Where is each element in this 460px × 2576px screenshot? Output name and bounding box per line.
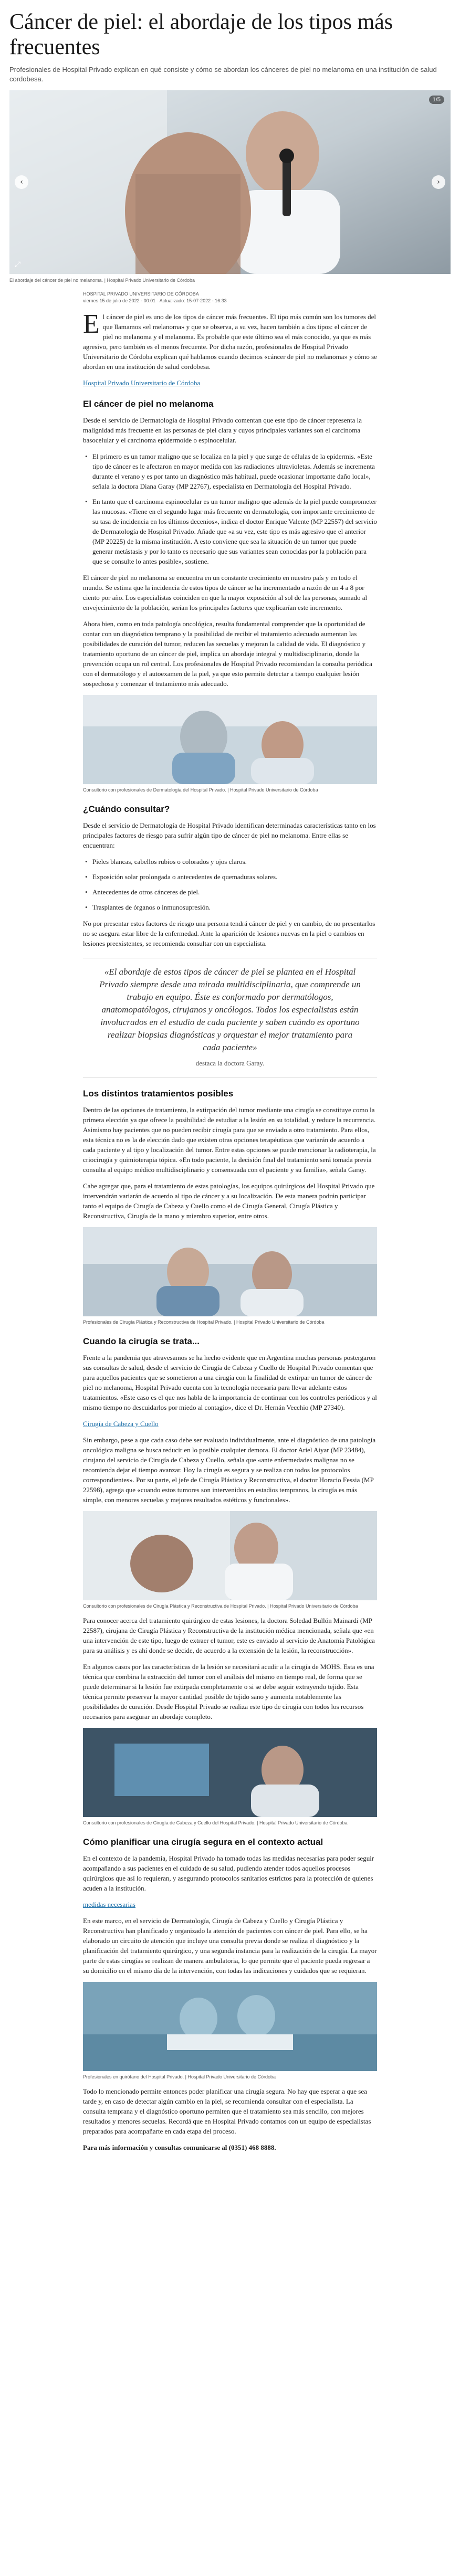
figure-caption: Profesionales en quirófano del Hospital Privado. | Hospital Privado Universitario de Córdoba bbox=[83, 2074, 276, 2079]
paragraph: Frente a la pandemia que atravesamos se ha hecho evidente que en Argentina muchas personas postergaron sus consultas de salud, desde el servicio de Cirugía de Cabeza y Cuello de Hospital Privado comentan que para aquellos pacientes que se sometieron a una cirugía con la finalidad de extirpar un tumor de cáncer de piel no melanoma, Hospital Privado cuenta con la tecnología necesaria para llevar adelante estos tratamientos. «Este caso es el que nos habla de la importancia de continuar con los controles periódicos y al mismo tiempo no descuidarlos por miedo al contagio», dice el Dr. Hernán Vecchio (MP 27340). bbox=[83, 1354, 377, 1411]
paragraph: Ahora bien, como en toda patología oncológica, resulta fundamental comprender que la oportunidad de contar con un diagnóstico temprano y la posibilidad de recibir el tratamiento adecuado aumentan las posibilidades de curación del tumor, reducen las secuelas y mejoran la calidad de vida. El diagnóstico y tratamiento oportuno de un cáncer de piel, implica un abordaje integral y multidisciplinario, donde la prevención ocupa un rol central. Los profesionales de Hospital Privado recomiendan la consulta periódica con el dermatólogo y el autoexamen de la piel, ya que esto permite detectar a tiempo cualquier lesión sospechosa y comenzar el tratamiento más adecuado. bbox=[83, 620, 372, 688]
figure-caption: Consultorio con profesionales de Dermatología del Hospital Privado. | Hospital Privado Universitario de Córdoba bbox=[83, 787, 318, 793]
dermatology-photo bbox=[83, 695, 377, 784]
paragraph: Cabe agregar que, para el tratamiento de estas patologías, los equipos quirúrgicos del Hospital Privado que intervendrán variarán de acuerdo al tipo de cáncer y a su localización. De esta manera podrán participar tanto el equipo de Cirugía de Cabeza y Cuello como el de Cirugía General, Cirugía Plástica y Reconstructiva, Cirugía de la mano y miembro superior, entre otros. bbox=[83, 1182, 375, 1220]
figure-consultation bbox=[83, 1511, 377, 1609]
hero-carousel[interactable] bbox=[9, 90, 451, 274]
hospital-link[interactable]: Hospital Privado Universitario de Córdoba bbox=[83, 379, 201, 387]
figure-caption: Consultorio con profesionales de Cirugía de Cabeza y Cuello del Hospital Privado. | Hospital Privado Universitario de Córdoba bbox=[83, 1820, 348, 1825]
quote-author: destaca la doctora Garay. bbox=[195, 1059, 265, 1067]
byline-source: HOSPITAL PRIVADO UNIVERSITARIO DE CÓRDOBA bbox=[83, 291, 199, 297]
figure-head-neck bbox=[83, 1728, 377, 1826]
list-item: • Pieles blancas, cabellos rubios o colorados y ojos claros. bbox=[83, 857, 377, 867]
contact-paragraph: Para más información y consultas comunicarse al (0351) 468 8888. bbox=[83, 2144, 276, 2151]
list-item: • Trasplantes de órganos o inmunosupresión. bbox=[83, 902, 377, 912]
paragraph: No por presentar estos factores de riesgo una persona tendrá cáncer de piel y en cambio, de no presentarlos no se asegura estar libre de la enfermedad. Ante la aparición de lesiones nuevas en la piel o cambios en lesiones preexistentes, se recomienda consultar con un especialista. bbox=[83, 920, 375, 947]
carcinoma-list bbox=[83, 451, 377, 566]
byline-date: viernes 15 de julio de 2022 - 00:01 · Actualizado: 15-07-2022 - 16:33 bbox=[83, 298, 227, 303]
operating-room-photo bbox=[83, 1982, 377, 2071]
list-item: • El primero es un tumor maligno que se localiza en la piel y que surge de células de la epidermis. «Este tipo de cáncer es le afectaron en mayor medida con las radiaciones ultravioletas. Además se incrementa durante el verano y es por tanto un diagnóstico más habitual, puede ocasionar importante daño local», señala la doctora Diana Garay (MP 22767), especialista en Dermatología del Hospital Privado. bbox=[83, 451, 377, 491]
paragraph: Todo lo mencionado permite entonces poder planificar una cirugía segura. No hay que esperar a que sea tarde y, en caso de detectar algún cambio en la piel, se recomienda consultar con el especialista. La consulta temprana y el diagnóstico oportuno permiten que el tratamiento sea más sencillo, con mejores resultados y menores secuelas. Recordá que en Hospital Privado contamos con un equipo de especialistas preparados para acompañarte en cada etapa del proceso. bbox=[83, 2087, 371, 2135]
head-neck-surgery-link[interactable]: Cirugía de Cabeza y Cuello bbox=[83, 1420, 159, 1428]
figure-operating-room bbox=[83, 1982, 377, 2080]
head-neck-photo bbox=[83, 1728, 377, 1817]
section-title-when-consult: ¿Cuándo consultar? bbox=[83, 804, 170, 814]
figure-dermatology bbox=[83, 695, 377, 793]
section-title-treatments: Los distintos tratamientos posibles bbox=[83, 1089, 234, 1099]
intro-paragraph: El cáncer de piel es uno de los tipos de cáncer más frecuentes. El tipo más común son los tumores del que llamamos «el melanoma» y que se observa, a su vez, hacen también a dos tipos: el cáncer de piel no melanoma y el melanoma. Es probable que este último sea el más conocido, ya que es más agresivo, pero también es el menos frecuente. Por dicha razón, profesionales de Hospital Privado Universitario de Córdoba explican qué hablamos cuando decimos «cáncer de piel no melanoma» y cómo se abordan en una institución de salud cordobesa. bbox=[83, 309, 377, 371]
figure-caption: Consultorio con profesionales de Cirugía Plástica y Reconstructiva de Hospital Privado. | Hospital Privado Universitario de Córdoba bbox=[83, 1603, 358, 1609]
chevron-right-icon: › bbox=[437, 178, 440, 186]
paragraph: Sin embargo, pese a que cada caso debe ser evaluado individualmente, ante el diagnóstico de una patología oncológica maligna se busca reducir en lo posible cualquier demora. El doctor Ariel Aiyar (MP 23484), cirujano del servicio de Cirugía de Cabeza y Cuello, señala que «ante enfermedades malignas no se recomienda dejar el tiempo avanzar. Hoy la cirugía es segura y se realiza con todos los protocolos correspondientes». Por su parte, el jefe de Cirugía Plástica y Reconstructiva, el doctor Horacio Fessia (MP 22598), agrega que «cuando estos tumores son intervenidos en estadios tempranos, la cirugía es más simple, con menores secuelas y mejores resultados estéticos y funcionales». bbox=[83, 1436, 376, 1504]
paragraph: En este marco, en el servicio de Dermatología, Cirugía de Cabeza y Cuello y Cirugía Plástica y Reconstructiva han planificado y organizado la atención de pacientes con cáncer de piel. Para ello, se ha elaborado un circuito de atención que incluye una consulta previa donde se realiza el diagnóstico y la planificación del tratamiento quirúrgico, y una segunda instancia para la realización de la cirugía. La mayor parte de estas cirugías se realizan de manera ambulatoria, lo que permite que el paciente pueda regresar a su domicilio en el mismo día de la intervención, con todas las indicaciones y cuidados que se requieran. bbox=[83, 1917, 377, 1975]
section-title-planning: Cómo planificar una cirugía segura en el contexto actual bbox=[83, 1837, 323, 1847]
measures-link[interactable]: medidas necesarias bbox=[83, 1901, 135, 1908]
list-item: • Exposición solar prolongada o antecedentes de quemaduras solares. bbox=[83, 872, 377, 882]
paragraph: En algunos casos por las características de la lesión se necesitará acudir a la cirugía de MOHS. Esta es una técnica que combina la extracción del tumor con el análisis del mismo en tiempo real, de forma que se puede determinar si la lesión fue extirpada completamente o si se debe seguir extrayendo tejido. Esta técnica permite preservar la mayor cantidad posible de tejido sano y aumenta notablemente las posibilidades de curación. Desde Hospital Privado se realiza este tipo de cirugía con todos los recursos necesarios para asegurar un abordaje completo. bbox=[83, 1663, 374, 1720]
paragraph: Para conocer acerca del tratamiento quirúrgico de estas lesiones, la doctora Soledad Bullón Mainardi (MP 22587), cirujana de Cirugía Plástica y Reconstructiva de la institución médica mencionada, señala que «en una intervención de este tipo, luego de extraer el tumor, este es enviado al servicio de Anatomía Patológica para su análisis y es ahí donde se decide, de acuerdo a la extensión de la lesión, la reconstrucción». bbox=[83, 1617, 375, 1654]
hero-photo bbox=[9, 90, 451, 274]
byline bbox=[83, 291, 377, 304]
figure-plastic-surgery bbox=[83, 1227, 377, 1325]
next-slide-button[interactable] bbox=[432, 175, 445, 189]
pull-quote: «El abordaje de estos tipos de cáncer de piel se plantea en el Hospital Privado siempre desde una mirada multidisciplinaria, que comprende un trabajo en equipo. Éste es conformado por dermatólogos, anatomopatólogos, cirujanos y oncólogos. Todos los especialistas están involucrados en el estudio de cada paciente y saben cuándo es oportuno realizar biopsias diagnósticas y orquestar el mejor tratamiento para cada paciente» destaca la doctora Garay. bbox=[83, 958, 377, 1078]
plastic-surgery-photo bbox=[83, 1227, 377, 1316]
intro-link-paragraph bbox=[83, 378, 377, 388]
paragraph: Desde el servicio de Dermatología de Hospital Privado comentan que este tipo de cáncer representa la malignidad más frecuente en las personas de piel clara y cuyos principales variantes son el carcinoma basocelular y el carcinoma epidermoide o espinocelular. bbox=[83, 416, 362, 444]
surgery-link-paragraph bbox=[83, 1419, 377, 1429]
section-title-melanoma: El cáncer de piel no melanoma bbox=[83, 399, 214, 409]
chevron-left-icon: ‹ bbox=[20, 178, 23, 186]
list-item: • En tanto que el carcinoma espinocelular es un tumor maligno que además de la piel puede comprometer las mucosas. «Tiene en el segundo lugar más frecuente en dermatología, con importante crecimiento de su tasa de incidencia en los últimos decenios», indica el doctor Enrique Valente (MP 22557) del servicio de Dermatología de Hospital Privado. Añade que «a su vez, este tipo es más agresivo que el anterior (MP 20225) de la misma institución. A esto conviene que sea la situación de un tumor que puede generar metástasis y por lo tanto es necesario que sus variantes sean conocidas por la población para que se consulte lo antes posible», sostiene. bbox=[83, 497, 377, 566]
article-title: Cáncer de piel: el abordaje de los tipos más frecuentes bbox=[9, 10, 393, 59]
list-item: • Antecedentes de otros cánceres de piel. bbox=[83, 887, 377, 897]
article-subtitle: Profesionales de Hospital Privado explican en qué consiste y cómo se abordan los cánceres de piel no melanoma en una institución de salud cordobesa. bbox=[9, 66, 437, 83]
risk-factor-list bbox=[83, 857, 377, 912]
paragraph: Desde el servicio de Dermatología de Hospital Privado identifican determinadas características tanto en los principales factores de riesgo para sufrir algún tipo de cáncer de piel no melanoma. Entre ellas se encuentran: bbox=[83, 821, 376, 849]
paragraph: Dentro de las opciones de tratamiento, la extirpación del tumor mediante una cirugía se constituye como la primera elección ya que ofrece la posibilidad de estudiar a la lesión en su totalidad, y reduce la recurrencia. Asimismo hay pacientes que no pueden recibir cirugía para que se enviado a otro tratamiento. Para ellos, esta técnica no es la de elección dado que existen otras opciones terapéuticas que variarán de acuerdo a cada paciente y al tipo y localización del tumor. Entre estas opciones se puede mencionar la radioterapia, la criocirugía y quimioterapia tópica. «En todo paciente, la decisión final del tratamiento será tomada previa consulta al equipo médico multidisciplinario y consensuada con el paciente y su familia», señala Garay. bbox=[83, 1106, 376, 1174]
article-body bbox=[83, 291, 377, 2152]
slide-counter: 1/5 bbox=[429, 96, 444, 104]
consultation-photo bbox=[83, 1511, 377, 1600]
paragraph: El cáncer de piel no melanoma se encuentra en un constante crecimiento en nuestro país y en todo el mundo. Se estima que la incidencia de estos tipos de cáncer se ha incrementado a razón de un 4 a 8 por ciento por año. Los especialistas coinciden en que la mayor exposición al sol de las personas, sumado al envejecimiento de la población, serían los principales factores que explicarían este incremento. bbox=[83, 574, 368, 611]
paragraph: En el contexto de la pandemia, Hospital Privado ha tomado todas las medidas necesarias para poder seguir acompañando a sus pacientes en el cuidado de su salud, pudiendo atender todos aquellos procesos quirúrgicos que así lo requieran, y asegurando protocolos sanitarios estrictos para la protección de quienes acuden a la institución. bbox=[83, 1854, 374, 1892]
expand-icon[interactable]: ⤢ bbox=[15, 260, 21, 269]
figure-caption: Profesionales de Cirugía Plástica y Reconstructiva de Hospital Privado. | Hospital Privado Universitario de Córdoba bbox=[83, 1319, 325, 1325]
previous-slide-button[interactable] bbox=[15, 175, 28, 189]
drop-cap: E bbox=[83, 309, 100, 339]
hero-caption: El abordaje del cáncer de piel no melanoma. | Hospital Privado Universitario de Córdoba bbox=[9, 278, 195, 283]
measures-link-paragraph bbox=[83, 1899, 377, 1909]
section-title-surgery: Cuando la cirugía se trata... bbox=[83, 1336, 200, 1346]
